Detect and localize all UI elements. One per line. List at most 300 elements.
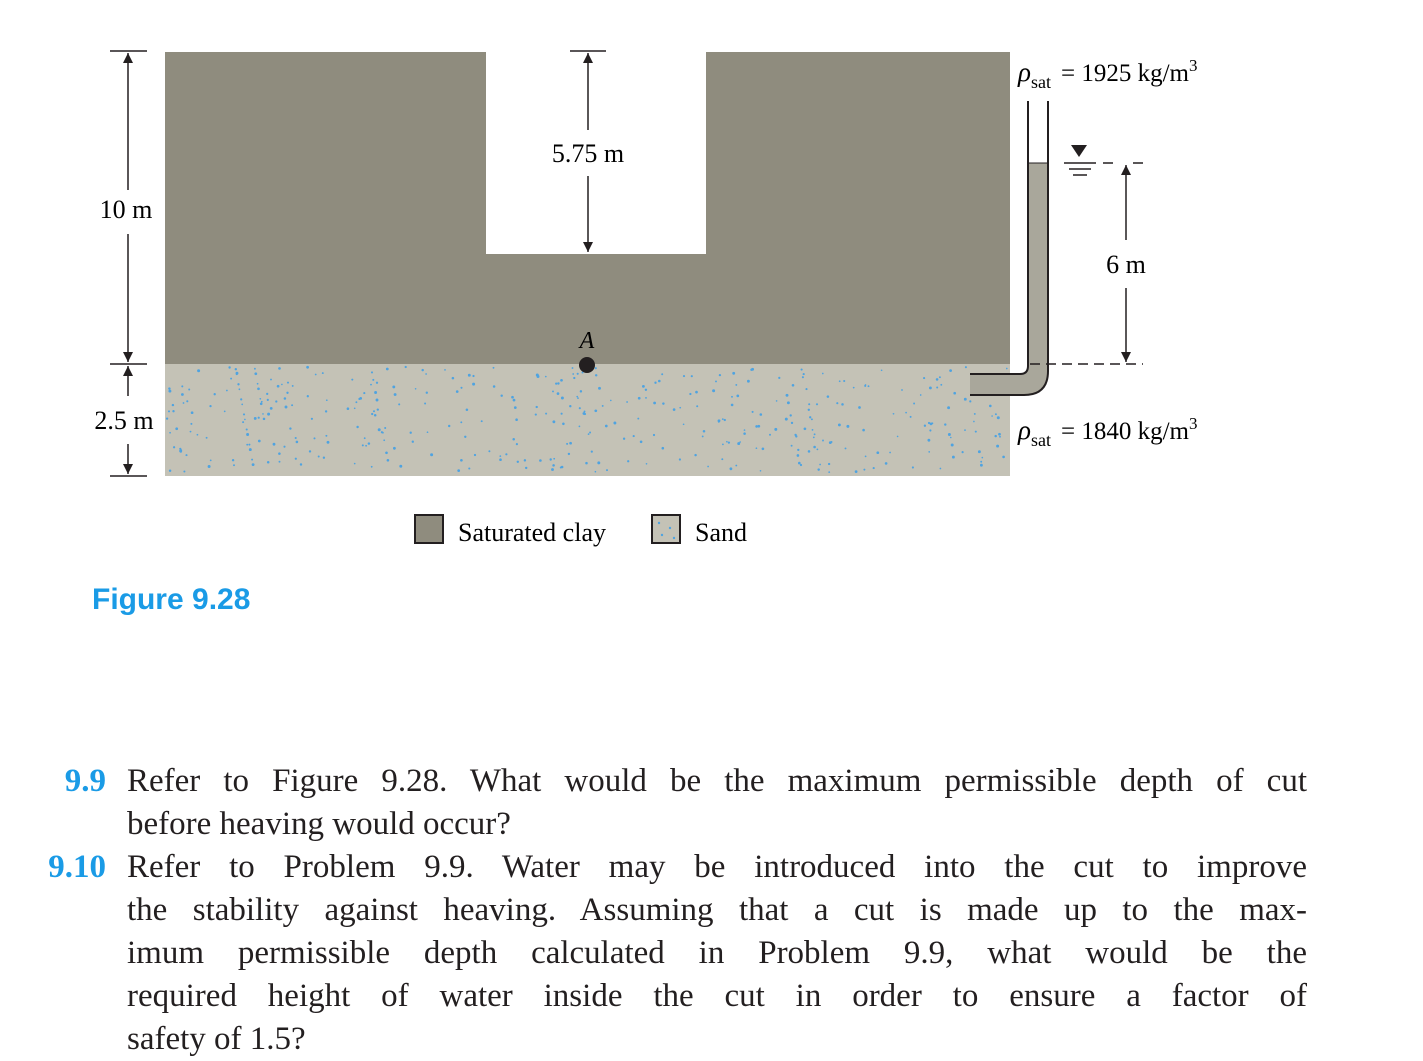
sand-dot bbox=[855, 470, 858, 473]
sand-dot bbox=[232, 459, 234, 461]
sand-dot bbox=[828, 471, 830, 473]
sand-dot bbox=[944, 423, 946, 425]
sand-dot bbox=[208, 465, 211, 468]
sand-dot bbox=[846, 425, 849, 428]
sand-dot bbox=[702, 435, 704, 437]
sand-dot bbox=[322, 372, 324, 374]
sand-dot bbox=[994, 435, 996, 437]
sand-dot bbox=[975, 431, 977, 433]
sand-dot bbox=[371, 371, 373, 373]
sand-dot bbox=[982, 457, 984, 459]
problem-line: safety of 1.5? bbox=[127, 1021, 306, 1057]
sand-dot bbox=[703, 430, 706, 433]
sand-dot bbox=[964, 398, 967, 401]
sand-dot bbox=[323, 457, 325, 459]
sand-dot bbox=[868, 385, 870, 387]
sand-dot bbox=[398, 403, 400, 405]
sand-dot bbox=[536, 374, 539, 377]
sand-dot bbox=[410, 432, 412, 434]
sand-dot bbox=[951, 444, 954, 447]
sand-dot bbox=[787, 401, 790, 404]
sand-dot bbox=[464, 436, 466, 438]
sand-dot bbox=[536, 406, 538, 408]
sand-dot bbox=[839, 380, 841, 382]
problem-line: Refer to Figure 9.28. What would be the maximum permissible depth of cut bbox=[127, 763, 1307, 799]
sand-dot bbox=[829, 441, 832, 444]
sand-dot bbox=[427, 431, 429, 433]
sand-dot bbox=[384, 427, 386, 429]
sand-dot bbox=[278, 367, 281, 370]
sand-dot bbox=[374, 414, 377, 417]
sand-dot bbox=[183, 470, 185, 472]
sand-dot bbox=[284, 397, 287, 400]
sand-dot bbox=[448, 425, 450, 427]
sand-dot bbox=[474, 454, 476, 456]
sand-dot bbox=[569, 405, 571, 407]
sand-dot bbox=[237, 383, 239, 385]
sand-dot bbox=[562, 423, 565, 426]
sand-dot bbox=[980, 464, 983, 467]
sand-dot bbox=[653, 402, 656, 405]
sand-dot bbox=[936, 387, 938, 389]
sand-dot bbox=[996, 445, 999, 448]
sand-dot bbox=[755, 425, 758, 428]
sand-dot bbox=[275, 400, 277, 402]
sand-dot bbox=[762, 447, 765, 450]
sand-dot bbox=[517, 461, 519, 463]
sand-dot bbox=[724, 419, 726, 421]
point-a bbox=[578, 328, 595, 373]
sand-dot bbox=[889, 452, 891, 454]
sand-dot bbox=[239, 388, 241, 390]
sand-dot bbox=[606, 469, 608, 471]
sand-dot bbox=[295, 458, 297, 460]
sand-dot bbox=[557, 392, 560, 395]
sand-dot bbox=[769, 434, 771, 436]
sand-dot bbox=[488, 450, 490, 452]
sand-dot bbox=[952, 456, 955, 459]
dim-6m-label: 6 m bbox=[1106, 250, 1146, 279]
sand-dot bbox=[233, 464, 235, 466]
sand-dot bbox=[270, 379, 272, 381]
sand-dot bbox=[786, 394, 789, 397]
sand-dot bbox=[901, 389, 903, 391]
sand-dot bbox=[923, 377, 925, 379]
sand-dot bbox=[924, 425, 926, 427]
sand-dot bbox=[493, 385, 496, 388]
sand-dot bbox=[393, 447, 396, 450]
sand-dot bbox=[246, 428, 248, 430]
sand-dot bbox=[737, 442, 740, 445]
sand-dot bbox=[579, 426, 581, 428]
sand-dot bbox=[500, 394, 502, 396]
sand-dot bbox=[552, 420, 555, 423]
sand-dot bbox=[584, 413, 586, 415]
sand-dot bbox=[374, 391, 377, 394]
sand-dot bbox=[735, 384, 737, 386]
sand-dot bbox=[169, 469, 171, 471]
sand-dot bbox=[998, 433, 1001, 436]
sand-dot bbox=[179, 448, 181, 450]
sand-dot bbox=[513, 399, 516, 402]
sand-dot bbox=[242, 421, 244, 423]
sand-dot bbox=[803, 373, 805, 375]
sand-dot bbox=[311, 418, 313, 420]
sand-dot bbox=[756, 447, 758, 449]
sand-dot bbox=[594, 409, 597, 412]
sand-dot bbox=[673, 408, 676, 411]
sand-dot bbox=[858, 406, 861, 409]
sand-dot bbox=[843, 380, 845, 382]
sand-dot bbox=[244, 419, 246, 421]
sand-dot bbox=[910, 416, 912, 418]
sand-dot bbox=[370, 384, 372, 386]
sand-dot bbox=[812, 429, 814, 431]
sand-dot bbox=[822, 373, 824, 375]
sand-dot bbox=[995, 413, 997, 415]
legend-clay-label: Saturated clay bbox=[458, 518, 606, 547]
sand-dot bbox=[267, 413, 270, 416]
dim-5-75m bbox=[552, 51, 624, 252]
problem-number: 9.10 bbox=[48, 849, 106, 885]
sand-dot bbox=[230, 378, 232, 380]
problem-number: 9.9 bbox=[64, 763, 106, 799]
sand-dot bbox=[181, 393, 184, 396]
sand-dot bbox=[598, 387, 601, 390]
sand-dot bbox=[808, 450, 811, 453]
sand-dot bbox=[865, 456, 867, 458]
sand-dot bbox=[376, 399, 379, 402]
sand-dot bbox=[822, 440, 824, 442]
sand-dot bbox=[249, 448, 252, 451]
sand-dot bbox=[595, 471, 597, 473]
sand-dot bbox=[798, 462, 801, 465]
sand-dot bbox=[481, 420, 483, 422]
sand-dot bbox=[597, 461, 600, 464]
sand-dot bbox=[169, 432, 171, 434]
sand-dot bbox=[456, 390, 459, 393]
sand-dot bbox=[978, 450, 981, 453]
sand-dot bbox=[797, 454, 800, 457]
sand-dot bbox=[246, 444, 248, 446]
sand-dot bbox=[679, 407, 681, 409]
sand-dot bbox=[722, 444, 724, 446]
sand-dot bbox=[197, 369, 200, 372]
sand-dot bbox=[691, 375, 693, 377]
sand-dot bbox=[214, 393, 216, 395]
sand-dot bbox=[309, 450, 311, 452]
sand-dot bbox=[605, 425, 608, 428]
sand-dot bbox=[326, 399, 328, 401]
sand-dot bbox=[817, 449, 819, 451]
sand-dot bbox=[836, 402, 838, 404]
sand-dot bbox=[181, 385, 183, 387]
problem-text bbox=[127, 846, 1307, 1061]
dim-6m bbox=[1106, 165, 1146, 362]
sand-dot bbox=[989, 405, 992, 408]
sand-dot bbox=[610, 400, 612, 402]
sand-dot bbox=[732, 372, 735, 375]
sand-dot bbox=[747, 380, 750, 383]
sand-dot bbox=[313, 437, 315, 439]
sand-dot bbox=[285, 406, 288, 409]
sand-dot bbox=[654, 382, 656, 384]
sand-dot bbox=[535, 414, 537, 416]
sand-dot bbox=[980, 461, 982, 463]
sand-dot bbox=[759, 413, 762, 416]
sand-dot bbox=[168, 390, 171, 393]
sand-dot bbox=[415, 388, 417, 390]
sand-dot bbox=[241, 404, 243, 406]
sand-dot bbox=[382, 432, 384, 434]
legend-sand-swatch bbox=[652, 515, 680, 543]
sand-dot bbox=[515, 418, 518, 421]
sand-dot bbox=[560, 466, 562, 468]
problem-line: before heaving would occur? bbox=[127, 806, 511, 842]
sand-dot bbox=[228, 366, 230, 368]
sand-dot bbox=[209, 405, 211, 407]
sand-dot bbox=[661, 373, 663, 375]
sand-dot bbox=[472, 375, 474, 377]
sand-dot bbox=[457, 469, 460, 472]
sand-dot bbox=[263, 418, 266, 421]
sand-dot bbox=[412, 441, 414, 443]
sand-dot bbox=[729, 467, 732, 470]
sand-dot bbox=[560, 379, 563, 382]
sand-dot bbox=[236, 372, 239, 375]
sand-dot bbox=[252, 463, 255, 466]
sand-dot bbox=[392, 385, 395, 388]
sand-dot bbox=[555, 382, 557, 384]
sand-dot bbox=[371, 466, 373, 468]
sand-dot bbox=[950, 437, 952, 439]
sand-dot bbox=[372, 379, 374, 381]
sand-dot bbox=[525, 467, 527, 469]
sand-dot bbox=[283, 446, 285, 448]
sand-dot bbox=[243, 413, 245, 415]
sand-dot bbox=[356, 426, 358, 428]
sand-dot bbox=[460, 459, 463, 462]
sand-dot bbox=[929, 429, 931, 431]
dim-2-5m bbox=[94, 366, 153, 476]
sand-dot bbox=[689, 393, 691, 395]
sand-dot bbox=[626, 401, 628, 403]
sand-dot bbox=[584, 411, 586, 413]
sand-dot bbox=[466, 409, 469, 412]
sand-dot bbox=[572, 367, 574, 369]
sand-dot bbox=[499, 455, 501, 457]
sand-dot bbox=[468, 374, 471, 377]
sand-dot bbox=[591, 451, 593, 453]
sand-dot bbox=[991, 415, 993, 417]
sand-dot bbox=[817, 468, 819, 470]
sand-dot bbox=[246, 433, 249, 436]
sand-dot bbox=[405, 366, 407, 368]
sand-dot bbox=[347, 407, 350, 410]
sand-dot bbox=[452, 377, 455, 380]
sand-dot bbox=[696, 405, 698, 407]
sand-dot bbox=[804, 427, 807, 430]
sand-dot bbox=[296, 441, 299, 444]
sand-dot bbox=[267, 399, 269, 401]
sand-dot bbox=[358, 398, 360, 400]
sand-dot bbox=[257, 383, 259, 385]
sand-dot bbox=[816, 403, 818, 405]
sand-dot bbox=[561, 413, 563, 415]
sand-dot bbox=[549, 458, 551, 460]
sand-dot bbox=[277, 385, 280, 388]
sand-dot bbox=[791, 422, 793, 424]
sand-dot bbox=[291, 404, 293, 406]
sand-dot bbox=[355, 401, 357, 403]
sand-dot bbox=[383, 439, 385, 441]
sand-dot bbox=[876, 451, 879, 454]
sand-dot bbox=[633, 435, 635, 437]
sand-dot bbox=[493, 367, 495, 369]
sand-dot bbox=[179, 450, 182, 453]
sand-dot bbox=[662, 402, 664, 404]
sand-dot bbox=[750, 369, 752, 371]
sand-dot bbox=[962, 451, 964, 453]
sand-dot bbox=[511, 396, 514, 399]
sand-dot bbox=[258, 417, 260, 419]
sand-dot bbox=[731, 396, 733, 398]
sand-dot bbox=[318, 456, 320, 458]
sand-dot bbox=[266, 393, 268, 395]
sand-dot bbox=[683, 423, 685, 425]
sand-dot bbox=[999, 436, 1001, 438]
sand-dot bbox=[774, 428, 777, 431]
sand-dot bbox=[873, 467, 875, 469]
sand-dot bbox=[936, 378, 939, 381]
sand-dot bbox=[191, 411, 194, 414]
sand-dot bbox=[795, 435, 797, 437]
sand-dot bbox=[376, 382, 378, 384]
water-table-icon bbox=[1064, 145, 1143, 175]
sand-dot bbox=[273, 443, 276, 446]
sand-dot bbox=[421, 369, 423, 371]
sand-dot bbox=[472, 383, 475, 386]
sand-dot bbox=[278, 452, 281, 455]
sand-dot bbox=[813, 437, 815, 439]
sand-dot bbox=[893, 413, 895, 415]
sand-dot bbox=[969, 400, 971, 402]
sand-dot bbox=[722, 418, 724, 420]
sand-dot bbox=[778, 377, 780, 379]
sand-dot bbox=[927, 439, 930, 442]
sand-dot bbox=[623, 438, 625, 440]
sand-dot bbox=[172, 404, 174, 406]
sand-dot bbox=[168, 410, 170, 412]
sand-dot bbox=[363, 392, 365, 394]
sand-dot bbox=[287, 382, 289, 384]
sand-dot bbox=[642, 385, 645, 388]
sand-dot bbox=[881, 369, 883, 371]
sand-dot bbox=[683, 375, 685, 377]
sand-dot bbox=[371, 413, 373, 415]
sand-dot bbox=[811, 418, 813, 420]
sand-dot bbox=[551, 468, 554, 471]
sand-dot bbox=[545, 376, 547, 378]
sand-dot bbox=[573, 377, 575, 379]
sand-dot bbox=[973, 421, 975, 423]
sand-dot bbox=[595, 367, 597, 369]
sand-dot bbox=[385, 451, 388, 454]
sand-dot bbox=[399, 465, 402, 468]
sand-dot bbox=[307, 395, 309, 397]
sand-dot bbox=[240, 398, 242, 400]
sand-dot bbox=[828, 463, 830, 465]
sand-dot bbox=[864, 385, 866, 387]
sand-dot bbox=[1002, 456, 1005, 459]
sand-dot bbox=[940, 468, 942, 470]
sand-dot bbox=[928, 451, 930, 453]
sand-dot bbox=[430, 453, 433, 456]
sand-dot bbox=[251, 459, 253, 461]
sand-dot bbox=[949, 369, 952, 372]
sand-dot bbox=[292, 385, 294, 387]
sand-dot bbox=[638, 397, 641, 400]
problem-line: the stability against heaving. Assuming that a cut is made up to the max- bbox=[127, 892, 1307, 928]
sand-dot bbox=[185, 454, 187, 456]
sand-dot bbox=[721, 458, 723, 460]
dim-10m-label: 10 m bbox=[99, 195, 153, 224]
sand-dot bbox=[802, 376, 804, 378]
sand-dot bbox=[695, 391, 698, 394]
sand-dot bbox=[964, 429, 966, 431]
sand-dot bbox=[354, 407, 356, 409]
dim-10m bbox=[100, 51, 153, 364]
sand-dot bbox=[254, 417, 257, 420]
sand-dot bbox=[929, 386, 932, 389]
sand-dot bbox=[853, 387, 855, 389]
problem-line: Refer to Problem 9.9. Water may be introduced into the cut to improve bbox=[127, 849, 1307, 885]
sand-dot bbox=[997, 416, 1000, 419]
sand-dot bbox=[175, 427, 178, 430]
sand-dot bbox=[637, 418, 639, 420]
sand-dot bbox=[368, 442, 370, 444]
sand-dot bbox=[354, 463, 356, 465]
sand-dot bbox=[258, 440, 261, 443]
sand-dot bbox=[965, 366, 967, 368]
sand-dot bbox=[947, 406, 950, 409]
sand-dot bbox=[553, 458, 555, 460]
sand-dot bbox=[948, 433, 951, 436]
sand-dot bbox=[808, 403, 810, 405]
problem-line: imum permissible depth calculated in Problem 9.9, what would be the bbox=[127, 935, 1307, 971]
sand-dot bbox=[281, 384, 283, 386]
sand-dot bbox=[744, 429, 746, 431]
sand-dot bbox=[514, 406, 517, 409]
sand-dot bbox=[645, 397, 647, 399]
sand-dot bbox=[226, 390, 228, 392]
sand-dot bbox=[930, 423, 933, 426]
sand-dot bbox=[627, 460, 629, 462]
problem-text bbox=[127, 760, 1307, 846]
sand-dot bbox=[576, 396, 578, 398]
sand-dot bbox=[254, 368, 256, 370]
sand-dot bbox=[289, 427, 291, 429]
sand-dot bbox=[939, 376, 941, 378]
sand-dot bbox=[819, 464, 821, 466]
sand-dot bbox=[190, 423, 192, 425]
sand-dot bbox=[188, 389, 190, 391]
sand-dot bbox=[460, 387, 462, 389]
sand-dot bbox=[183, 402, 185, 404]
sand-dot bbox=[940, 384, 942, 386]
sand-dot bbox=[662, 447, 665, 450]
sand-dot bbox=[224, 411, 226, 413]
